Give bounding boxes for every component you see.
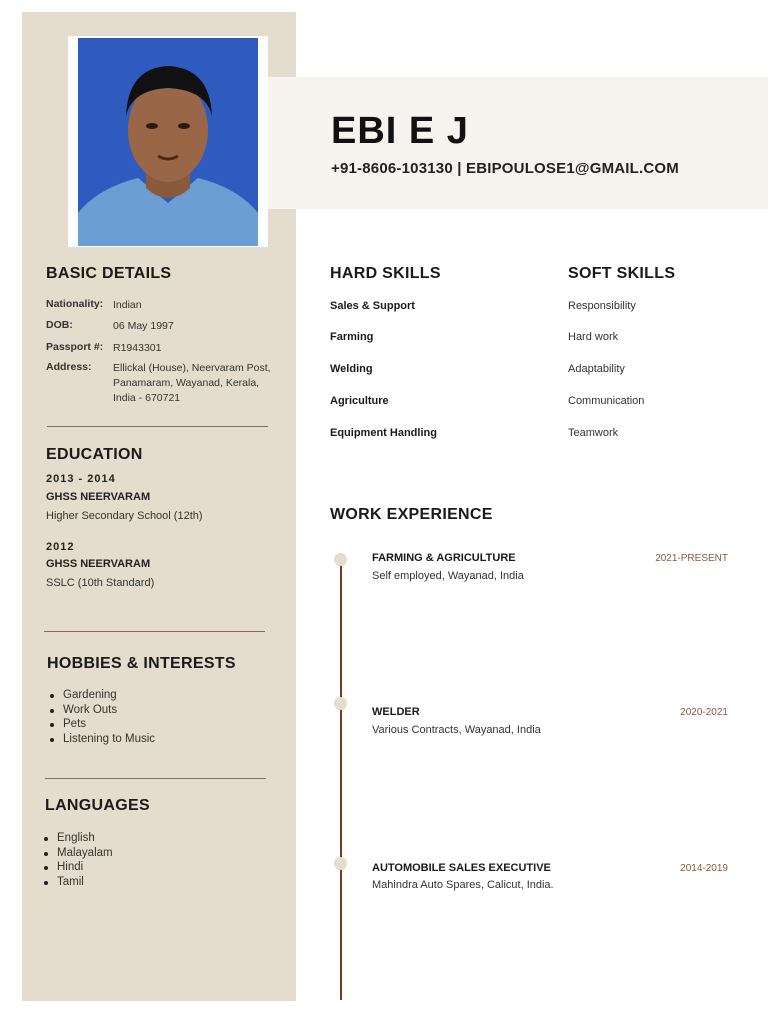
languages-list [41, 831, 113, 890]
list-item: Gardening [47, 688, 155, 703]
basic-details-heading: BASIC DETAILS [46, 265, 172, 282]
list-item: Hindi [41, 860, 113, 875]
soft-skill-item: Communication [568, 395, 645, 407]
work-experience-heading: WORK EXPERIENCE [330, 506, 493, 523]
detail-label: DOB: [46, 319, 73, 331]
soft-skills-heading: SOFT SKILLS [568, 265, 676, 282]
education-description: Higher Secondary School (12th) [46, 510, 203, 522]
divider [45, 778, 266, 779]
timeline-dot [334, 697, 347, 710]
detail-label: Address: [46, 361, 92, 373]
detail-value: R1943301 [113, 342, 162, 354]
education-heading: EDUCATION [46, 446, 143, 463]
hard-skills-heading: HARD SKILLS [330, 265, 441, 282]
job-description: Self employed, Wayanad, India [372, 570, 524, 582]
hobbies-heading: HOBBIES & INTERESTS [47, 655, 236, 672]
profile-photo [78, 38, 258, 246]
timeline-dot [334, 857, 347, 870]
soft-skill-item: Responsibility [568, 300, 636, 312]
hard-skill-item: Sales & Support [330, 300, 415, 312]
languages-heading: LANGUAGES [45, 797, 150, 814]
job-description: Various Contracts, Wayanad, India [372, 724, 541, 736]
candidate-name: EBI E J [331, 110, 469, 152]
divider [44, 631, 265, 632]
list-item: Tamil [41, 875, 113, 890]
detail-label: Nationality: [46, 298, 104, 310]
hard-skill-item: Equipment Handling [330, 427, 437, 439]
job-title: AUTOMOBILE SALES EXECUTIVE [372, 862, 551, 874]
education-school: GHSS NEERVARAM [46, 558, 151, 570]
contact-line: +91-8606-103130 | EBIPOULOSE1@GMAIL.COM [331, 160, 679, 177]
hard-skill-item: Welding [330, 363, 373, 375]
job-title: WELDER [372, 706, 420, 718]
list-item: Malayalam [41, 846, 113, 861]
job-date: 2020-2021 [680, 707, 728, 718]
soft-skill-item: Hard work [568, 331, 619, 343]
job-description: Mahindra Auto Spares, Calicut, India. [372, 879, 554, 891]
timeline-line [340, 558, 342, 1000]
soft-skill-item: Teamwork [568, 427, 619, 439]
detail-label: Passport #: [46, 341, 104, 353]
education-school: GHSS NEERVARAM [46, 491, 151, 503]
education-year: 2013 - 2014 [46, 473, 116, 485]
hobbies-list [47, 688, 155, 747]
list-item: Listening to Music [47, 732, 155, 747]
timeline-dot [334, 553, 347, 566]
divider [47, 426, 268, 427]
job-date: 2021-PRESENT [655, 553, 728, 564]
list-item: English [41, 831, 113, 846]
hard-skill-item: Agriculture [330, 395, 389, 407]
education-description: SSLC (10th Standard) [46, 577, 155, 589]
job-date: 2014-2019 [680, 863, 728, 874]
job-title: FARMING & AGRICULTURE [372, 552, 516, 564]
detail-value: Ellickal (House), Neervaram Post, Panamaram, Wayanad, Kerala, India - 670721 [113, 362, 271, 404]
list-item: Work Outs [47, 703, 155, 718]
education-year: 2012 [46, 541, 75, 553]
detail-value: Indian [113, 299, 142, 311]
detail-value: 06 May 1997 [113, 320, 174, 332]
soft-skill-item: Adaptability [568, 363, 625, 375]
list-item: Pets [47, 717, 155, 732]
hard-skill-item: Farming [330, 331, 374, 343]
